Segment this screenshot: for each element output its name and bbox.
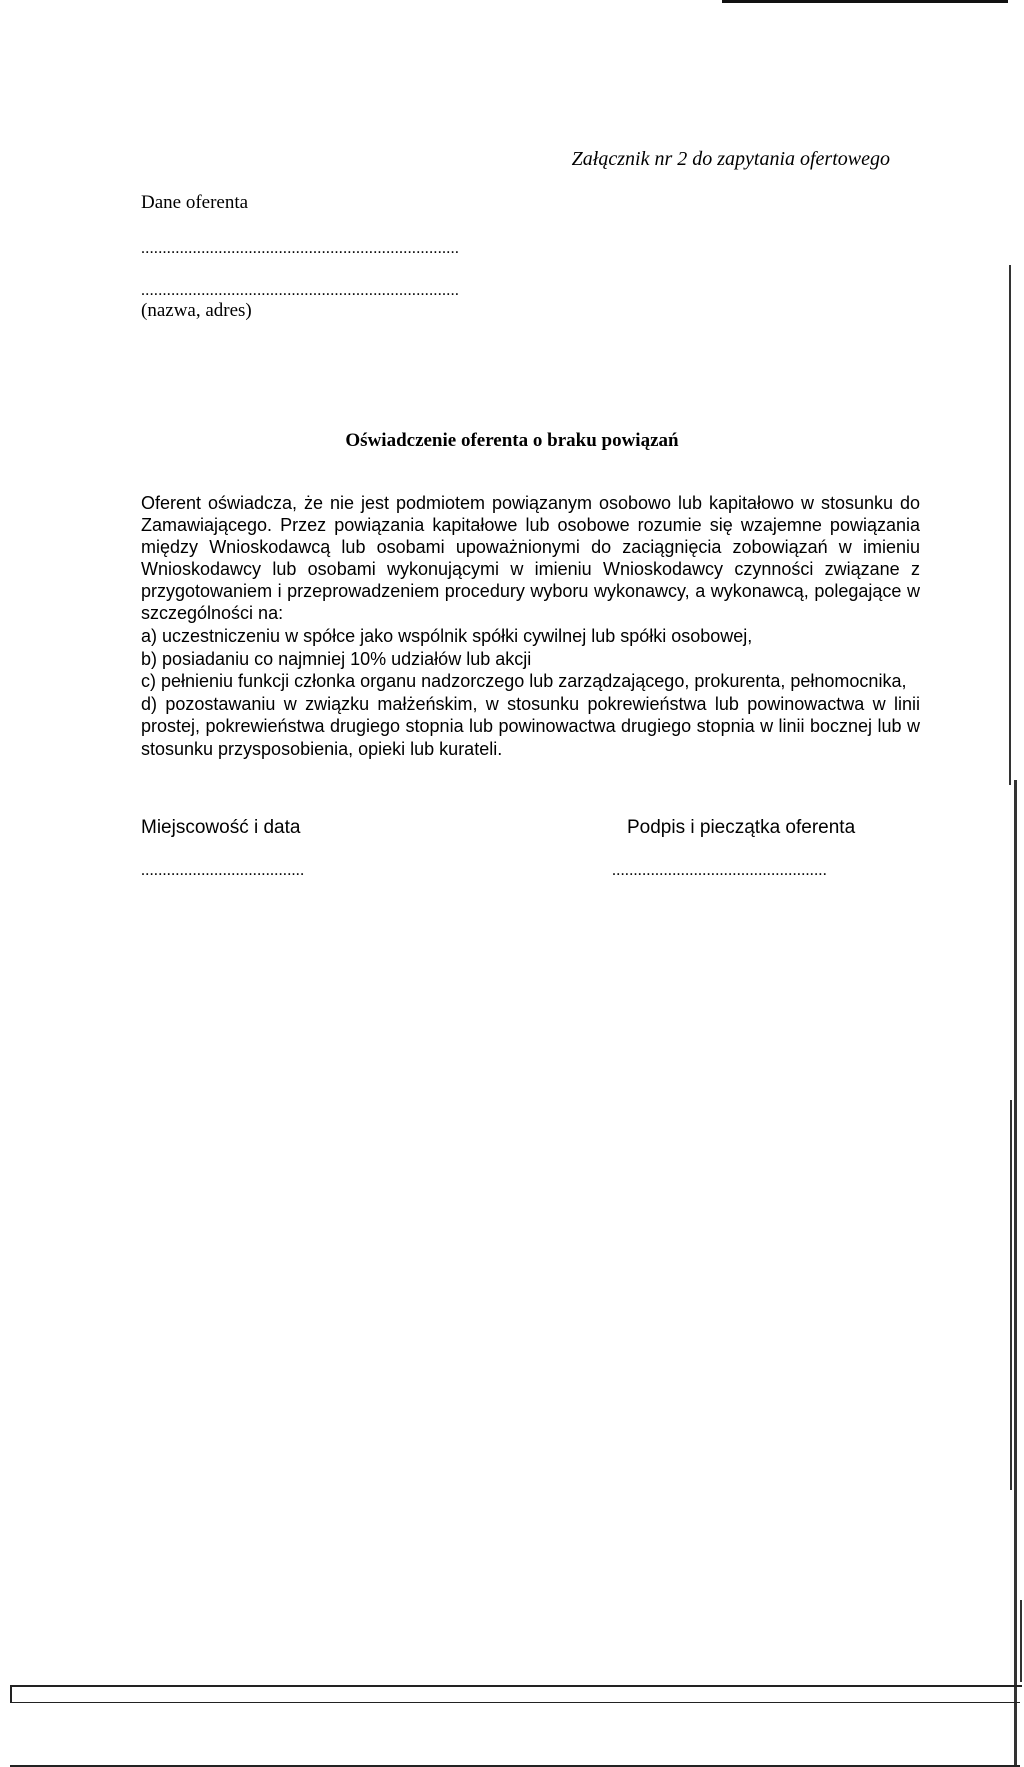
list-item: a) uczestniczeniu w spółce jako wspólnik spółki cywilnej lub spółki osobowej,: [141, 626, 753, 646]
place-date-line[interactable]: ......................................: [141, 862, 305, 879]
offeror-name-line[interactable]: ..........................................................................: [141, 240, 460, 257]
scan-margin-line: [1014, 780, 1017, 1765]
signature-label: Podpis i pieczątka oferenta: [627, 817, 856, 838]
scan-corner-mark: [10, 1685, 12, 1703]
place-date-label: Miejscowość i data: [141, 817, 301, 838]
offeror-data-label: Dane oferenta: [141, 192, 249, 213]
offeror-hint: (nazwa, adres): [141, 300, 252, 321]
document-title: Oświadczenie oferenta o braku powiązań: [345, 430, 679, 451]
scan-margin-line: [1010, 1100, 1012, 1490]
list-item: b) posiadaniu co najmniej 10% udziałów lub akcji: [141, 648, 532, 669]
signature-line[interactable]: ..................................................: [612, 862, 827, 879]
scan-margin-line: [1009, 265, 1011, 785]
scan-edge-mark: [722, 0, 1008, 3]
scan-margin-line: [1020, 1600, 1022, 1682]
statement-paragraph: Oferent oświadcza, że nie jest podmiotem powiązanym osobowo lub kapitałowo w stosunku do Zamawiającego. Przez powiązania kapitałowe lub osobowe rozumie się wzajemne powiązania między Wnioskodawcą lub osobami upoważnionymi do zaciągnięcia zobowiązań w imieniu Wnioskodawcy lub osobami wykonującymi w imieniu Wnioskodawcy czynności związane z przygotowaniem i przeprowadzeniem procedury wyboru wykonawcy, a wykonawcą, polegające w szczególności na:: [141, 493, 920, 623]
list-item: d) pozostawaniu w związku małżeńskim, w stosunku pokrewieństwa lub powinowactwa w linii prostej, pokrewieństwa drugiego stopnia lub powinowactwa drugiego stopnia w linii bocznej lub w stosunku przysposobienia, opieki lub kurateli.: [141, 693, 920, 759]
annex-heading: Załącznik nr 2 do zapytania ofertowego: [571, 148, 890, 170]
scan-bottom-line: [10, 1702, 1020, 1703]
offeror-address-line[interactable]: ..........................................................................: [141, 282, 460, 299]
scan-bottom-line: [10, 1685, 1022, 1687]
relation-list: [141, 625, 920, 760]
list-item: c) pełnieniu funkcji członka organu nadzorczego lub zarządzającego, prokurenta, pełnomocnika,: [141, 671, 907, 691]
